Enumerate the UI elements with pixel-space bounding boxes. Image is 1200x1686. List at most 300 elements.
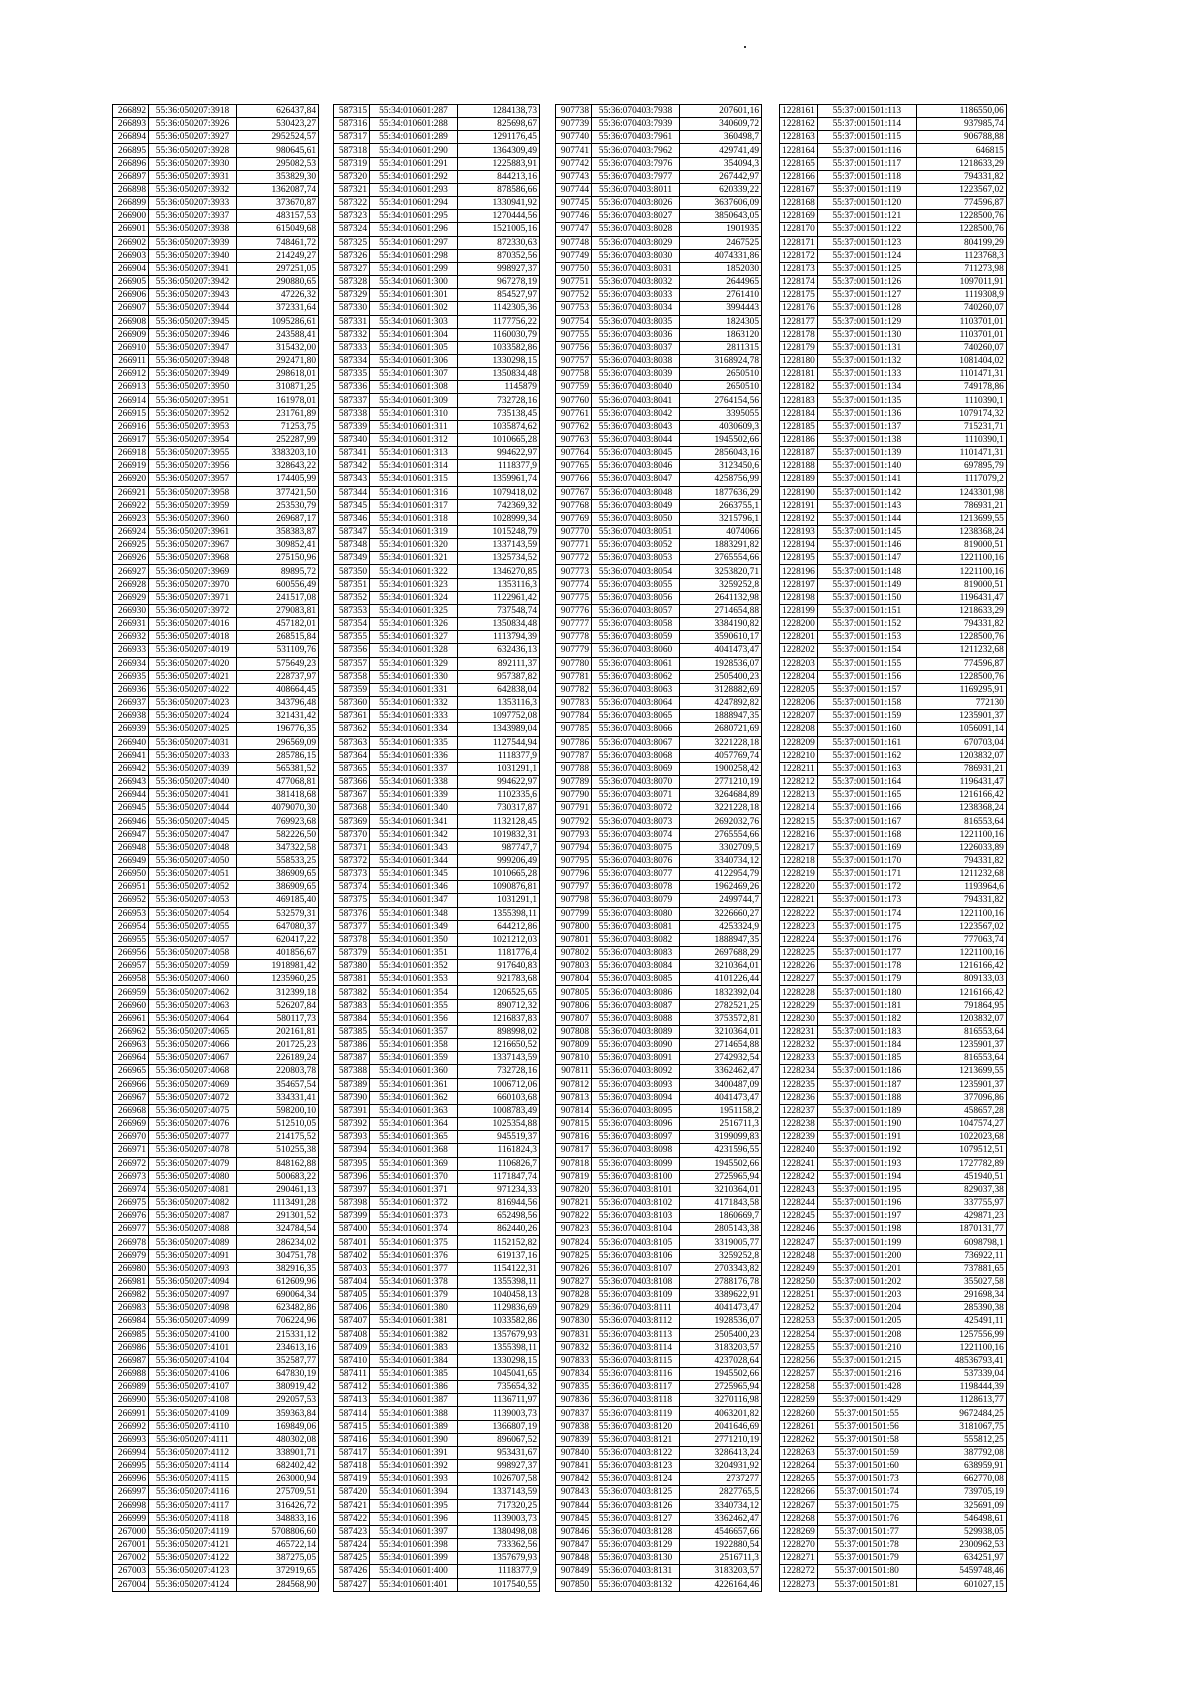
row-number-cell: 266937 [113, 697, 149, 710]
value-cell: 1235901,37 [916, 1078, 1006, 1091]
cadastral-number-cell: 55:36:070403:8126 [592, 1499, 680, 1512]
cadastral-number-cell: 55:36:050207:4065 [149, 1025, 237, 1038]
row-number-cell: 266979 [113, 1249, 149, 1262]
table-row [334, 262, 540, 275]
value-cell: 1010665,28 [458, 868, 540, 881]
value-cell: 2765554,66 [680, 828, 762, 841]
value-cell: 1353116,3 [458, 578, 540, 591]
value-cell: 1101471,31 [916, 447, 1006, 460]
row-number-cell: 266967 [113, 1091, 149, 1104]
cadastral-number-cell: 55:36:050207:4077 [149, 1131, 237, 1144]
cadastral-number-cell: 55:36:050207:3943 [149, 289, 237, 302]
value-cell: 4041473,47 [680, 1302, 762, 1315]
value-cell: 772130 [916, 697, 1006, 710]
value-cell: 1213699,55 [916, 1065, 1006, 1078]
value-cell: 3183203,57 [680, 1341, 762, 1354]
value-cell: 660103,68 [458, 1091, 540, 1104]
table-row [780, 1249, 1007, 1262]
row-number-cell: 1228192 [780, 512, 818, 525]
cadastral-number-cell: 55:36:070403:8041 [592, 394, 680, 407]
cadastral-number-cell: 55:36:070403:8111 [592, 1302, 680, 1315]
value-cell: 1079174,32 [916, 407, 1006, 420]
value-cell: 736922,11 [916, 1249, 1006, 1262]
value-cell: 354657,54 [237, 1078, 319, 1091]
cadastral-number-cell: 55:36:050207:3968 [149, 552, 237, 565]
value-cell: 1284138,73 [458, 105, 540, 118]
table-row [334, 933, 540, 946]
value-cell: 2505400,23 [680, 1328, 762, 1341]
table-row [334, 749, 540, 762]
value-cell: 816553,64 [916, 1025, 1006, 1038]
value-cell: 241517,08 [237, 591, 319, 604]
cadastral-number-cell: 55:37:001501:58 [817, 1433, 916, 1446]
cadastral-number-cell: 55:36:070403:8032 [592, 276, 680, 289]
value-cell: 2644965 [680, 276, 762, 289]
value-cell: 425491,11 [916, 1315, 1006, 1328]
cadastral-number-cell: 55:37:001501:195 [817, 1183, 916, 1196]
table-row [780, 1565, 1007, 1578]
value-cell: 1922880,54 [680, 1539, 762, 1552]
cadastral-number-cell: 55:36:070403:8056 [592, 591, 680, 604]
row-number-cell: 587417 [334, 1446, 370, 1459]
table-row [556, 1118, 762, 1131]
table-row [780, 1368, 1007, 1381]
cadastral-number-cell: 55:36:050207:3933 [149, 197, 237, 210]
table-row [334, 486, 540, 499]
cadastral-number-cell: 55:36:070403:8048 [592, 486, 680, 499]
value-cell: 2499744,7 [680, 894, 762, 907]
cadastral-number-cell: 55:37:001501:114 [817, 118, 916, 131]
row-number-cell: 587391 [334, 1104, 370, 1117]
value-cell: 1211232,68 [916, 644, 1006, 657]
row-number-cell: 1228185 [780, 420, 818, 433]
row-number-cell: 907743 [556, 170, 592, 183]
table-row [556, 433, 762, 446]
value-cell: 615049,68 [237, 223, 319, 236]
value-cell: 71253,75 [237, 420, 319, 433]
table-row [113, 447, 319, 460]
value-cell: 1366807,19 [458, 1420, 540, 1433]
table-row [334, 565, 540, 578]
table-row [556, 223, 762, 236]
table-row [334, 526, 540, 539]
table-row [334, 1512, 540, 1525]
table-row [113, 1578, 319, 1591]
cadastral-number-cell: 55:36:070403:8119 [592, 1407, 680, 1420]
row-number-cell: 1228176 [780, 302, 818, 315]
cadastral-number-cell: 55:36:050207:3930 [149, 157, 237, 170]
row-number-cell: 587368 [334, 802, 370, 815]
value-cell: 2697688,29 [680, 947, 762, 960]
table-row [334, 1525, 540, 1538]
table-row [334, 960, 540, 973]
cadastral-number-cell: 55:36:050207:4115 [149, 1473, 237, 1486]
value-cell: 2782521,25 [680, 999, 762, 1012]
cadastral-number-cell: 55:34:010601:375 [370, 1236, 458, 1249]
value-cell: 429741,49 [680, 144, 762, 157]
value-cell: 234613,16 [237, 1341, 319, 1354]
row-number-cell: 266932 [113, 631, 149, 644]
row-number-cell: 266917 [113, 433, 149, 446]
cadastral-number-cell: 55:34:010601:337 [370, 762, 458, 775]
value-cell: 612609,96 [237, 1275, 319, 1288]
cadastral-number-cell: 55:37:001501:129 [817, 315, 916, 328]
row-number-cell: 266914 [113, 394, 149, 407]
table-row [113, 1407, 319, 1420]
value-cell: 1357679,93 [458, 1328, 540, 1341]
value-cell: 1211232,68 [916, 868, 1006, 881]
table-row [113, 407, 319, 420]
value-cell: 791864,95 [916, 999, 1006, 1012]
table-row [113, 1446, 319, 1459]
cadastral-number-cell: 55:37:001501:196 [817, 1196, 916, 1209]
row-number-cell: 266980 [113, 1262, 149, 1275]
value-cell: 2467525 [680, 236, 762, 249]
value-cell: 1090876,81 [458, 881, 540, 894]
table-row [556, 1499, 762, 1512]
value-cell: 1040458,13 [458, 1289, 540, 1302]
row-number-cell: 907832 [556, 1341, 592, 1354]
cadastral-number-cell: 55:36:050207:3958 [149, 486, 237, 499]
cadastral-number-cell: 55:37:001501:145 [817, 526, 916, 539]
cadastral-number-cell: 55:36:050207:3949 [149, 368, 237, 381]
table-row [780, 276, 1007, 289]
value-cell: 892111,37 [458, 657, 540, 670]
table-row [556, 1407, 762, 1420]
table-row [780, 1341, 1007, 1354]
value-cell: 201725,23 [237, 1039, 319, 1052]
row-number-cell: 907756 [556, 341, 592, 354]
table-row [334, 828, 540, 841]
row-number-cell: 587331 [334, 315, 370, 328]
table-row [780, 447, 1007, 460]
row-number-cell: 266959 [113, 986, 149, 999]
row-number-cell: 907772 [556, 552, 592, 565]
row-number-cell: 1228195 [780, 552, 818, 565]
row-number-cell: 1228219 [780, 868, 818, 881]
row-number-cell: 587319 [334, 157, 370, 170]
cadastral-number-cell: 55:37:001501:210 [817, 1341, 916, 1354]
row-number-cell: 1228220 [780, 881, 818, 894]
row-number-cell: 907793 [556, 828, 592, 841]
row-number-cell: 587413 [334, 1394, 370, 1407]
value-cell: 353829,30 [237, 170, 319, 183]
cadastral-number-cell: 55:34:010601:396 [370, 1512, 458, 1525]
table-row [113, 552, 319, 565]
value-cell: 3204931,92 [680, 1460, 762, 1473]
value-cell: 1228500,76 [916, 223, 1006, 236]
row-number-cell: 266903 [113, 249, 149, 262]
value-cell: 967278,19 [458, 276, 540, 289]
row-number-cell: 1228208 [780, 723, 818, 736]
value-cell: 898998,02 [458, 1025, 540, 1038]
table-row [113, 328, 319, 341]
table-row [113, 762, 319, 775]
value-cell: 3400487,09 [680, 1078, 762, 1091]
cadastral-number-cell: 55:36:050207:4048 [149, 841, 237, 854]
row-number-cell: 907808 [556, 1025, 592, 1038]
row-number-cell: 907749 [556, 249, 592, 262]
cadastral-number-cell: 55:34:010601:336 [370, 749, 458, 762]
value-cell: 565381,52 [237, 762, 319, 775]
row-number-cell: 907801 [556, 933, 592, 946]
row-number-cell: 587370 [334, 828, 370, 841]
cadastral-number-cell: 55:36:070403:8108 [592, 1275, 680, 1288]
value-cell: 3253820,71 [680, 565, 762, 578]
cadastral-number-cell: 55:34:010601:401 [370, 1578, 458, 1591]
cadastral-number-cell: 55:37:001501:118 [817, 170, 916, 183]
row-number-cell: 1228182 [780, 381, 818, 394]
table-row [113, 1236, 319, 1249]
cadastral-number-cell: 55:36:050207:3940 [149, 249, 237, 262]
table-row [334, 289, 540, 302]
value-cell: 1221100,16 [916, 1341, 1006, 1354]
table-row [334, 999, 540, 1012]
cadastral-number-cell: 55:34:010601:348 [370, 907, 458, 920]
row-number-cell: 266976 [113, 1210, 149, 1223]
cadastral-number-cell: 55:37:001501:116 [817, 144, 916, 157]
cadastral-number-cell: 55:37:001501:120 [817, 197, 916, 210]
value-cell: 1095286,61 [237, 315, 319, 328]
cadastral-number-cell: 55:37:001501:157 [817, 683, 916, 696]
row-number-cell: 266968 [113, 1104, 149, 1117]
table-row [780, 1183, 1007, 1196]
table-row [556, 631, 762, 644]
row-number-cell: 266922 [113, 499, 149, 512]
table-row [334, 1460, 540, 1473]
value-cell: 387792,08 [916, 1446, 1006, 1459]
row-number-cell: 587410 [334, 1354, 370, 1367]
cadastral-number-cell: 55:36:050207:4064 [149, 1012, 237, 1025]
table-row [556, 407, 762, 420]
table-row [556, 1223, 762, 1236]
cadastral-number-cell: 55:36:050207:4072 [149, 1091, 237, 1104]
row-number-cell: 266991 [113, 1407, 149, 1420]
value-cell: 1346270,85 [458, 565, 540, 578]
value-cell: 1228500,76 [916, 631, 1006, 644]
cadastral-number-cell: 55:37:001501:77 [817, 1525, 916, 1538]
value-cell: 1521005,16 [458, 223, 540, 236]
row-number-cell: 1228167 [780, 183, 818, 196]
table-row [334, 1381, 540, 1394]
row-number-cell: 907777 [556, 618, 592, 631]
value-cell: 1225883,91 [458, 157, 540, 170]
value-cell: 2761410 [680, 289, 762, 302]
row-number-cell: 1228243 [780, 1183, 818, 1196]
value-cell: 4057769,74 [680, 749, 762, 762]
value-cell: 794331,82 [916, 854, 1006, 867]
table-row [334, 1144, 540, 1157]
row-number-cell: 587414 [334, 1407, 370, 1420]
table-row [780, 381, 1007, 394]
table-row [780, 973, 1007, 986]
value-cell: 1325734,52 [458, 552, 540, 565]
value-cell: 4079070,30 [237, 802, 319, 815]
value-cell: 809133,03 [916, 973, 1006, 986]
table-row [780, 460, 1007, 473]
cadastral-number-cell: 55:36:070403:8071 [592, 789, 680, 802]
row-number-cell: 907837 [556, 1407, 592, 1420]
value-cell: 1216837,83 [458, 1012, 540, 1025]
cadastral-number-cell: 55:37:001501:122 [817, 223, 916, 236]
value-cell: 854527,97 [458, 289, 540, 302]
table-row [334, 604, 540, 617]
cadastral-number-cell: 55:36:070403:8098 [592, 1144, 680, 1157]
row-number-cell: 587364 [334, 749, 370, 762]
row-number-cell: 907747 [556, 223, 592, 236]
table-row [556, 999, 762, 1012]
row-number-cell: 907779 [556, 644, 592, 657]
value-cell: 896067,52 [458, 1433, 540, 1446]
value-cell: 2650510 [680, 381, 762, 394]
table-row [780, 1289, 1007, 1302]
table-row [780, 433, 1007, 446]
value-cell: 1291176,45 [458, 131, 540, 144]
value-cell: 3389622,91 [680, 1289, 762, 1302]
row-number-cell: 907836 [556, 1394, 592, 1407]
cadastral-number-cell: 55:36:070403:8105 [592, 1236, 680, 1249]
table-row [334, 197, 540, 210]
value-cell: 3319005,77 [680, 1236, 762, 1249]
cadastral-number-cell: 55:36:070403:8053 [592, 552, 680, 565]
cadastral-number-cell: 55:37:001501:429 [817, 1394, 916, 1407]
row-number-cell: 907802 [556, 947, 592, 960]
value-cell: 2692032,76 [680, 815, 762, 828]
table-row [113, 854, 319, 867]
value-cell: 1127544,94 [458, 736, 540, 749]
row-number-cell: 587389 [334, 1078, 370, 1091]
value-cell: 994622,97 [458, 447, 540, 460]
table-row [556, 197, 762, 210]
row-number-cell: 267002 [113, 1552, 149, 1565]
table-row [334, 407, 540, 420]
cadastral-number-cell: 55:36:050207:4097 [149, 1289, 237, 1302]
cadastral-number-cell: 55:36:070403:8062 [592, 670, 680, 683]
row-number-cell: 907783 [556, 697, 592, 710]
row-number-cell: 907814 [556, 1104, 592, 1117]
row-number-cell: 587420 [334, 1486, 370, 1499]
value-cell: 1136711,97 [458, 1394, 540, 1407]
table-row [113, 354, 319, 367]
cadastral-number-cell: 55:36:050207:4104 [149, 1354, 237, 1367]
scan-speck [744, 46, 746, 48]
value-cell: 275150,96 [237, 552, 319, 565]
value-cell: 1119308,9 [916, 289, 1006, 302]
table-row [780, 723, 1007, 736]
cadastral-number-cell: 55:37:001501:78 [817, 1539, 916, 1552]
row-number-cell: 266955 [113, 933, 149, 946]
cadastral-number-cell: 55:34:010601:314 [370, 460, 458, 473]
table-row [113, 236, 319, 249]
cadastral-number-cell: 55:34:010601:323 [370, 578, 458, 591]
cadastral-number-cell: 55:34:010601:296 [370, 223, 458, 236]
value-cell: 292057,53 [237, 1394, 319, 1407]
value-cell: 215331,12 [237, 1328, 319, 1341]
value-cell: 316426,72 [237, 1499, 319, 1512]
table-row [334, 157, 540, 170]
row-number-cell: 907771 [556, 539, 592, 552]
cadastral-number-cell: 55:37:001501:147 [817, 552, 916, 565]
cadastral-number-cell: 55:36:070403:8011 [592, 183, 680, 196]
cadastral-number-cell: 55:36:070403:8112 [592, 1315, 680, 1328]
value-cell: 878586,66 [458, 183, 540, 196]
cadastral-number-cell: 55:36:050207:4063 [149, 999, 237, 1012]
row-number-cell: 907770 [556, 526, 592, 539]
table-row [113, 131, 319, 144]
row-number-cell: 587416 [334, 1433, 370, 1446]
table-row [334, 1565, 540, 1578]
row-number-cell: 266945 [113, 802, 149, 815]
table-row [556, 512, 762, 525]
row-number-cell: 1228226 [780, 960, 818, 973]
cadastral-number-cell: 55:37:001501:149 [817, 578, 916, 591]
row-number-cell: 1228207 [780, 710, 818, 723]
value-cell: 1223567,02 [916, 183, 1006, 196]
row-number-cell: 587351 [334, 578, 370, 591]
cadastral-number-cell: 55:37:001501:193 [817, 1157, 916, 1170]
value-cell: 3168924,78 [680, 354, 762, 367]
row-number-cell: 1228265 [780, 1473, 818, 1486]
value-cell: 2771210,19 [680, 1433, 762, 1446]
value-cell: 1216166,42 [916, 986, 1006, 999]
value-cell: 825698,67 [458, 118, 540, 131]
row-number-cell: 587363 [334, 736, 370, 749]
table-row [113, 381, 319, 394]
table-row [556, 881, 762, 894]
cadastral-number-cell: 55:37:001501:148 [817, 565, 916, 578]
table-row [334, 947, 540, 960]
value-cell: 325691,09 [916, 1499, 1006, 1512]
row-number-cell: 907830 [556, 1315, 592, 1328]
cadastral-number-cell: 55:34:010601:338 [370, 775, 458, 788]
value-cell: 1951158,2 [680, 1104, 762, 1117]
table-row [113, 302, 319, 315]
row-number-cell: 1228202 [780, 644, 818, 657]
row-number-cell: 587423 [334, 1525, 370, 1538]
row-number-cell: 587426 [334, 1565, 370, 1578]
row-number-cell: 266896 [113, 157, 149, 170]
row-number-cell: 1228254 [780, 1328, 818, 1341]
value-cell: 1045041,65 [458, 1368, 540, 1381]
row-number-cell: 907745 [556, 197, 592, 210]
table-row [334, 591, 540, 604]
row-number-cell: 266906 [113, 289, 149, 302]
table-row [556, 644, 762, 657]
cadastral-number-cell: 55:36:070403:8088 [592, 1012, 680, 1025]
cadastral-number-cell: 55:36:050207:4091 [149, 1249, 237, 1262]
cadastral-number-cell: 55:36:050207:3926 [149, 118, 237, 131]
cadastral-number-cell: 55:36:050207:4023 [149, 697, 237, 710]
value-cell: 2952524,57 [237, 131, 319, 144]
cadastral-number-cell: 55:37:001501:117 [817, 157, 916, 170]
value-cell: 999206,49 [458, 854, 540, 867]
value-cell: 3270116,98 [680, 1394, 762, 1407]
row-number-cell: 266996 [113, 1473, 149, 1486]
table-row [113, 144, 319, 157]
row-number-cell: 266938 [113, 710, 149, 723]
cadastral-number-cell: 55:37:001501:194 [817, 1170, 916, 1183]
table-row [113, 539, 319, 552]
row-number-cell: 587315 [334, 105, 370, 118]
row-number-cell: 907798 [556, 894, 592, 907]
cadastral-number-cell: 55:37:001501:133 [817, 368, 916, 381]
table-row [334, 802, 540, 815]
row-number-cell: 1228196 [780, 565, 818, 578]
value-cell: 872330,63 [458, 236, 540, 249]
cadastral-number-cell: 55:34:010601:351 [370, 947, 458, 960]
cadastral-number-cell: 55:34:010601:327 [370, 631, 458, 644]
cadastral-number-cell: 55:36:050207:4082 [149, 1196, 237, 1209]
